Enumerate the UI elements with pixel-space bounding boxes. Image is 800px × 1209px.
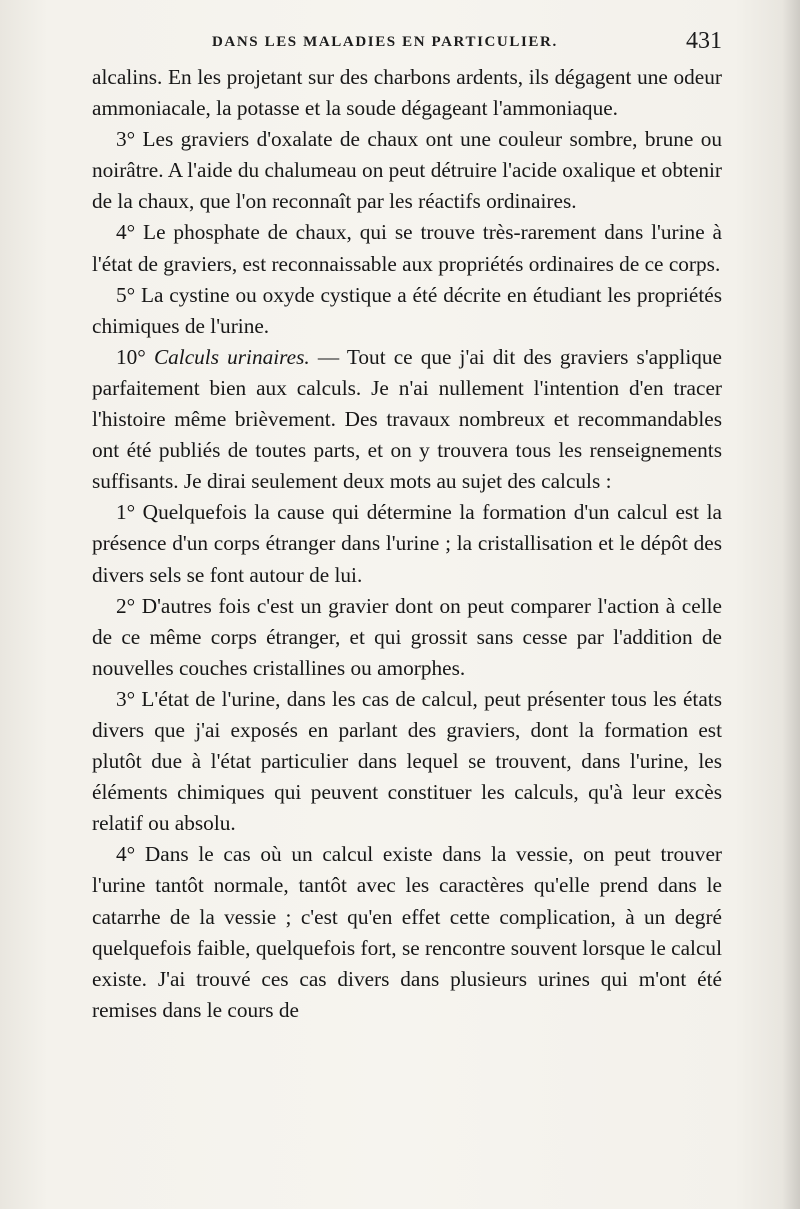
paragraph-vessie: 4° Dans le cas où un calcul existe dans la vessie, on peut trouver l'urine tantôt normale, tantôt avec les caractères qu'elle prend dans le catarrhe de la vessie ; c'est qu'en effet cette complication, à un degré quelquefois faible, quelquefois fort, se rencontre souvent lorsque le calcul existe. J'ai trouvé ces cas divers dans plusieurs urines qui m'ont été remises dans le cours de: [92, 842, 722, 1022]
paragraph-corps-etranger: 1° Quelquefois la cause qui détermine la formation d'un calcul est la présence d'un corps étranger dans l'urine ; la cristallisation et le dépôt des divers sels se font autour de lui.: [92, 500, 722, 587]
paragraph-calculs-urinaires: [92, 342, 722, 497]
body-text: [92, 62, 722, 1026]
paragraph-gravier: 2° D'autres fois c'est un gravier dont on peut comparer l'action à celle de ce même corps étranger, et qui grossit sans cesse par l'addition de nouvelles couches cristallines ou amorphes.: [92, 593, 722, 680]
section-number: 10°: [116, 344, 146, 369]
paragraph-etat-urine: 3° L'état de l'urine, dans les cas de calcul, peut présenter tous les états divers que j'ai exposés en parlant des graviers, dont la formation est plutôt due à l'état particulier dans lequel se trouvent, dans l'urine, les éléments chimiques qui peuvent constituer les calculs, qu'à leur excès relatif ou absolu.: [92, 686, 722, 836]
paragraph-alcalins: alcalins. En les projetant sur des charbons ardents, ils dégagent une odeur ammoniacale, la potasse et la soude dégageant l'ammoniaque.: [92, 65, 722, 121]
running-title: DANS LES MALADIES EN PARTICULIER.: [212, 34, 558, 50]
section-heading: Calculs urinaires.: [153, 344, 310, 369]
running-head: [92, 30, 722, 60]
paragraph-oxalate: 3° Les graviers d'oxalate de chaux ont une couleur sombre, brune ou noirâtre. A l'aide du chalumeau on peut détruire l'acide oxalique et obtenir de la chaux, que l'on reconnaît par les réactifs ordinaires.: [92, 127, 722, 214]
section-text: — Tout ce que j'ai dit des graviers s'applique parfaitement bien aux calculs. Je n'ai nullement l'intention d'en tracer l'histoire même brièvement. Des travaux nombreux et recommandables ont été publiés de toutes parts, et on y trouvera tous les renseignements suffisants. Je dirai seulement deux mots au sujet des calculs :: [92, 344, 723, 494]
paragraph-cystine: 5° La cystine ou oxyde cystique a été décrite en étudiant les propriétés chimiques de l'urine.: [92, 282, 722, 338]
page-number: 431: [686, 28, 722, 54]
page-edge-shadow: [782, 0, 800, 1209]
paragraph-phosphate: 4° Le phosphate de chaux, qui se trouve très-rarement dans l'urine à l'état de graviers, est reconnaissable aux propriétés ordinaires de ce corps.: [92, 220, 722, 276]
